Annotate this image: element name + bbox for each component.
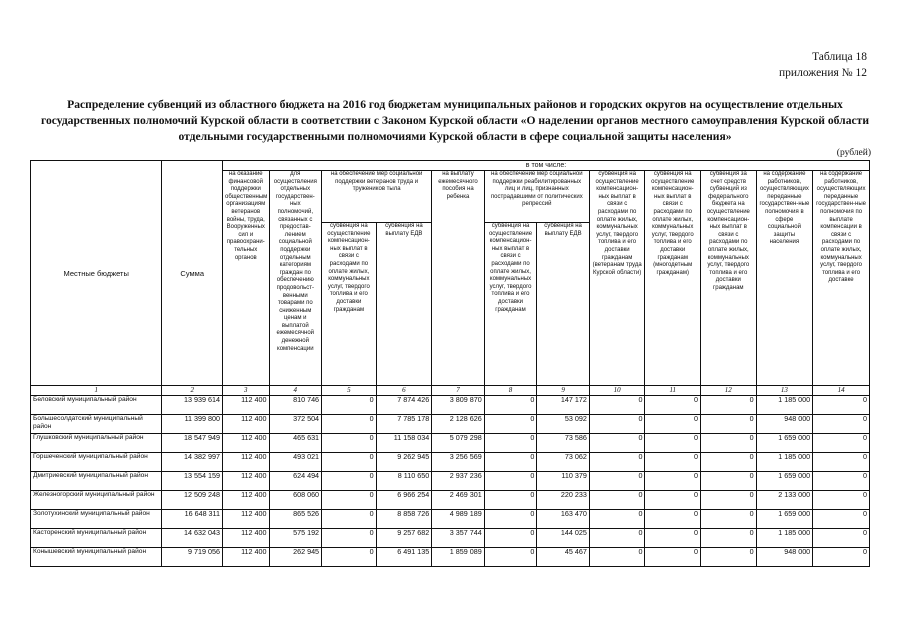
row-value: 0: [813, 491, 870, 510]
column-number: 1: [31, 386, 162, 396]
row-value: 144 025: [537, 529, 590, 548]
row-value: 1 859 089: [432, 548, 485, 567]
row-value: 53 092: [537, 415, 590, 434]
row-value: 0: [645, 453, 701, 472]
subventions-table: [30, 160, 870, 567]
row-value: 0: [484, 510, 537, 529]
column-number: 12: [701, 386, 757, 396]
row-value: 0: [589, 434, 645, 453]
row-value: 0: [645, 510, 701, 529]
row-value: 11 399 800: [162, 415, 223, 434]
row-value: 9 257 682: [376, 529, 432, 548]
row-value: 0: [813, 510, 870, 529]
row-value: 8 110 650: [376, 472, 432, 491]
header-group-5-6: на обеспечение мер социальной поддержки ветеранов труда и тружеников тыла: [322, 171, 432, 223]
header-col-11: субвенция на осуществление компенсацион-ных выплат в связи с расходами по оплате жилых, коммунальных услуг, твердого топлива и его доставки гражданам (многодетным гражданам): [645, 171, 701, 386]
header-local-budgets: Местные бюджеты: [31, 161, 162, 386]
row-value: 372 504: [269, 415, 322, 434]
row-value: 14 632 043: [162, 529, 223, 548]
header-col-13: на содержание работников, осуществляющих переданные государствен-ные полномочия в сфере социальной защиты населения: [756, 171, 813, 386]
column-number: 14: [813, 386, 870, 396]
row-value: 13 939 614: [162, 396, 223, 415]
row-value: 112 400: [223, 453, 269, 472]
column-number: 10: [589, 386, 645, 396]
table-row: [31, 510, 870, 529]
row-value: 0: [484, 415, 537, 434]
row-value: 0: [645, 472, 701, 491]
row-value: 2 128 626: [432, 415, 485, 434]
column-number: 3: [223, 386, 269, 396]
row-value: 0: [813, 529, 870, 548]
row-value: 2 133 000: [756, 491, 813, 510]
row-value: 3 357 744: [432, 529, 485, 548]
row-value: 0: [645, 491, 701, 510]
header-sum: Сумма: [162, 161, 223, 386]
row-value: 110 379: [537, 472, 590, 491]
row-value: 0: [589, 529, 645, 548]
row-value: 16 648 311: [162, 510, 223, 529]
row-value: 0: [484, 453, 537, 472]
row-value: 112 400: [223, 434, 269, 453]
row-value: 112 400: [223, 396, 269, 415]
row-value: 0: [322, 529, 377, 548]
row-value: 0: [813, 548, 870, 567]
header-col-7: на выплату ежемесячного пособия на ребенка: [432, 171, 485, 386]
row-value: 112 400: [223, 472, 269, 491]
row-budget-name: Глушковский муниципальный район: [31, 434, 162, 453]
row-value: 220 233: [537, 491, 590, 510]
row-value: 0: [484, 434, 537, 453]
column-number: 7: [432, 386, 485, 396]
header-col-9: субвенция на выплату ЕДВ: [537, 223, 590, 386]
header-col-12: субвенция за счет средств субвенций из федерального бюджета на осуществление компенсацион-ных выплат в связи с расходами по оплате жилых, коммунальных услуг, твердого топлива и его доставки гражданам: [701, 171, 757, 386]
table-row: [31, 491, 870, 510]
row-value: 7 785 178: [376, 415, 432, 434]
row-value: 0: [589, 415, 645, 434]
row-value: 0: [589, 548, 645, 567]
column-number: 9: [537, 386, 590, 396]
row-budget-name: Конышевский муниципальный район: [31, 548, 162, 567]
row-value: 608 060: [269, 491, 322, 510]
row-value: 12 509 248: [162, 491, 223, 510]
table-row: [31, 415, 870, 434]
row-value: 0: [813, 415, 870, 434]
table-body: [31, 396, 870, 567]
row-value: 0: [645, 434, 701, 453]
table-number: Таблица 18: [812, 51, 867, 63]
row-value: 8 858 726: [376, 510, 432, 529]
row-value: 2 469 301: [432, 491, 485, 510]
header-col-14: на содержание работников, осуществляющих переданные государствен-ные полномочия по выплате компенсации в связи с расходами по оплате жилых, коммунальных услуг, твердого топлива и его доставке: [813, 171, 870, 386]
row-value: 0: [484, 472, 537, 491]
column-number: 5: [322, 386, 377, 396]
row-value: 0: [645, 529, 701, 548]
row-value: 0: [645, 396, 701, 415]
header-col-8: субвенция на осуществление компенсацион-ных выплат в связи с расходами по оплате жилых, коммунальных услуг, твердого топлива и его доставки гражданам: [484, 223, 537, 386]
row-budget-name: Железногорский муниципальный район: [31, 491, 162, 510]
row-value: 112 400: [223, 510, 269, 529]
row-value: 13 554 159: [162, 472, 223, 491]
row-value: 14 382 997: [162, 453, 223, 472]
row-value: 948 000: [756, 548, 813, 567]
header-including: в том числе:: [223, 161, 870, 171]
row-value: 2 937 236: [432, 472, 485, 491]
row-value: 0: [322, 510, 377, 529]
row-value: 147 172: [537, 396, 590, 415]
row-value: 73 062: [537, 453, 590, 472]
row-value: 0: [813, 396, 870, 415]
row-value: 18 547 949: [162, 434, 223, 453]
row-value: 262 945: [269, 548, 322, 567]
row-value: 1 659 000: [756, 472, 813, 491]
row-value: 0: [645, 415, 701, 434]
column-number: 2: [162, 386, 223, 396]
header-col-10: субвенция на осуществление компенсацион-ных выплат в связи с расходами по оплате жилых, коммунальных услуг, твердого топлива и его доставки гражданам (ветеранам труда Курской области): [589, 171, 645, 386]
row-value: 73 586: [537, 434, 590, 453]
row-value: 948 000: [756, 415, 813, 434]
table-row: [31, 396, 870, 415]
column-number: 13: [756, 386, 813, 396]
row-value: 465 631: [269, 434, 322, 453]
row-value: 163 470: [537, 510, 590, 529]
row-value: 9 262 945: [376, 453, 432, 472]
header-col-3: на оказание финансовой поддержки общественным организациям ветеранов войны, труда, Вооруженных сил и правоохрани-тельных органов: [223, 171, 269, 386]
row-budget-name: Дмитриевский муниципальный район: [31, 472, 162, 491]
appendix-reference: приложения № 12: [779, 67, 867, 79]
row-value: 1 659 000: [756, 434, 813, 453]
column-number: 11: [645, 386, 701, 396]
row-budget-name: Большесолдатский муниципальный район: [31, 415, 162, 434]
row-value: 0: [701, 472, 757, 491]
row-budget-name: Горшеченский муниципальный район: [31, 453, 162, 472]
row-value: 865 526: [269, 510, 322, 529]
row-value: 575 192: [269, 529, 322, 548]
header-col-4: для осуществления отдельных государствен-ных полномочий, связанных с предостав-лением социальной поддержки отдельным категориям граждан по обеспечению продовольст-венными товарами по сниженным ценам и выплатой ежемесячной денежной компенсации: [269, 171, 322, 386]
row-value: 45 467: [537, 548, 590, 567]
row-value: 0: [589, 396, 645, 415]
row-value: 0: [813, 472, 870, 491]
row-value: 6 491 135: [376, 548, 432, 567]
row-value: 3 809 870: [432, 396, 485, 415]
row-value: 0: [813, 453, 870, 472]
row-value: 0: [701, 396, 757, 415]
row-value: 0: [484, 396, 537, 415]
row-value: 1 659 000: [756, 510, 813, 529]
column-number: 6: [376, 386, 432, 396]
header-col-6: субвенция на выплату ЕДВ: [376, 223, 432, 386]
row-budget-name: Касторенский муниципальный район: [31, 529, 162, 548]
row-value: 0: [589, 491, 645, 510]
column-numbers-row: [31, 386, 870, 396]
row-value: 9 719 056: [162, 548, 223, 567]
row-value: 0: [645, 548, 701, 567]
column-number: 4: [269, 386, 322, 396]
row-value: 1 185 000: [756, 396, 813, 415]
row-value: 810 746: [269, 396, 322, 415]
row-value: 0: [484, 548, 537, 567]
column-number: 8: [484, 386, 537, 396]
table-row: [31, 548, 870, 567]
row-value: 0: [322, 396, 377, 415]
row-budget-name: Беловский муниципальный район: [31, 396, 162, 415]
header-col-5: субвенция на осуществление компенсацион-ных выплат в связи с расходами по оплате жилых, коммунальных услуг, твердого топлива и его доставки гражданам: [322, 223, 377, 386]
row-value: 493 021: [269, 453, 322, 472]
row-value: 0: [701, 491, 757, 510]
table-row: [31, 453, 870, 472]
row-value: 0: [322, 415, 377, 434]
table-row: [31, 434, 870, 453]
row-value: 0: [484, 491, 537, 510]
row-value: 0: [589, 510, 645, 529]
row-value: 112 400: [223, 415, 269, 434]
units-label: (рублей): [836, 148, 871, 158]
row-value: 0: [484, 529, 537, 548]
row-value: 3 256 569: [432, 453, 485, 472]
row-value: 112 400: [223, 491, 269, 510]
row-value: 0: [701, 529, 757, 548]
row-value: 0: [322, 548, 377, 567]
row-value: 0: [701, 510, 757, 529]
row-value: 112 400: [223, 529, 269, 548]
row-value: 0: [322, 434, 377, 453]
row-value: 0: [322, 453, 377, 472]
document-title: Распределение субвенций из областного бюджета на 2016 год бюджетам муниципальных районов и городских округов на осуществление отдельных государственных полномочий Курской области в соответствии с Законом Курской области «О наделении органов местного самоуправления Курской области отдельными государственными полномочиями Курской области в сфере социальной защиты населения»: [40, 98, 870, 143]
header-row-1: [31, 161, 870, 171]
table-row: [31, 529, 870, 548]
row-value: 624 494: [269, 472, 322, 491]
row-value: 4 989 189: [432, 510, 485, 529]
row-value: 6 966 254: [376, 491, 432, 510]
row-value: 7 874 426: [376, 396, 432, 415]
row-value: 0: [701, 434, 757, 453]
row-value: 1 185 000: [756, 529, 813, 548]
row-value: 0: [322, 472, 377, 491]
table-row: [31, 472, 870, 491]
row-value: 112 400: [223, 548, 269, 567]
row-value: 0: [813, 434, 870, 453]
row-value: 0: [701, 548, 757, 567]
row-value: 0: [701, 415, 757, 434]
row-value: 11 158 034: [376, 434, 432, 453]
row-budget-name: Золотухинский муниципальный район: [31, 510, 162, 529]
row-value: 0: [701, 453, 757, 472]
row-value: 0: [589, 472, 645, 491]
row-value: 5 079 298: [432, 434, 485, 453]
row-value: 0: [322, 491, 377, 510]
row-value: 1 185 000: [756, 453, 813, 472]
row-value: 0: [589, 453, 645, 472]
header-group-8-9: на обеспечение мер социальной поддержки реабилитированных лиц и лиц, признанных пострадавшими от политических репрессий: [484, 171, 589, 223]
